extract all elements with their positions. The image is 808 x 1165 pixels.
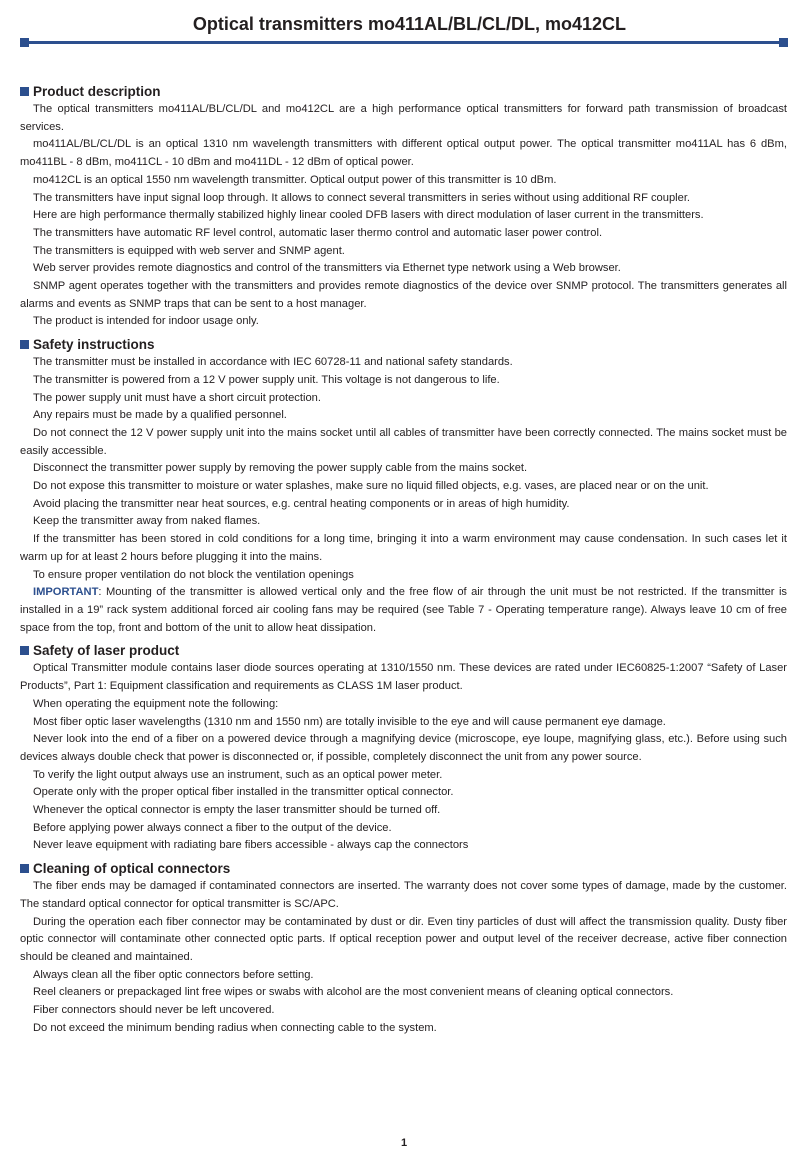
section-heading: Safety instructions: [20, 335, 787, 353]
paragraph: SNMP agent operates together with the transmitters and provides remote diagnostics of the device over SNMP protocol. The transmitters generates all alarms and events as SNMP traps that can be sent to a host manager.: [20, 280, 787, 310]
paragraph: The transmitter must be installed in accordance with IEC 60728-11 and national safety standards.: [33, 356, 513, 369]
header-rule-right-square: [779, 38, 788, 47]
paragraph: When operating the equipment note the following:: [33, 697, 279, 710]
bullet-square-icon: [20, 340, 29, 349]
section-product-description: [20, 82, 787, 331]
paragraph: To ensure proper ventilation do not block the ventilation openings: [33, 568, 354, 581]
paragraph: Reel cleaners or prepackaged lint free wipes or swabs with alcohol are the most convenient means of cleaning optical connectors.: [33, 986, 674, 999]
paragraph: The transmitters is equipped with web server and SNMP agent.: [33, 244, 345, 257]
paragraph: The fiber ends may be damaged if contaminated connectors are inserted. The warranty does not cover some types of damage, made by the customer. The standard optical connector for optical transmitter is SC/APC.: [20, 880, 787, 910]
paragraph: Do not connect the 12 V power supply unit into the mains socket until all cables of transmitter have been correctly connected. The mains socket must be easily accessible.: [20, 426, 787, 457]
important-note: [20, 584, 787, 637]
page-number: 1: [400, 1137, 408, 1149]
paragraph: If the transmitter has been stored in cold conditions for a long time, bringing it into a warm environment may cause condensation. In such cases let it warm up for at least 2 hours before plugging it into the mains.: [20, 533, 787, 563]
header-rule: [20, 41, 788, 44]
section-heading: Product description: [20, 82, 787, 100]
paragraph: Disconnect the transmitter power supply by removing the power supply cable from the mains socket.: [33, 462, 528, 475]
important-label: IMPORTANT: [33, 586, 99, 599]
paragraph: Operate only with the proper optical fiber installed in the transmitter optical connector.: [33, 786, 454, 799]
paragraph: Always clean all the fiber optic connectors before setting.: [33, 968, 314, 981]
important-text: : Mounting of the transmitter is allowed vertical only and the free flow of air through the unit must be not restricted. If the transmitter is installed in a 19” rack system additional forced air cooling fans may be required (see Table 7 - Operating temperature range). Always leave 10 cm of free space from the top, front and bottom of the unit to allow heat dissipation.: [20, 586, 787, 634]
paragraph: To verify the light output always use an instrument, such as an optical power meter.: [33, 768, 443, 781]
paragraph: The power supply unit must have a short circuit protection.: [33, 391, 321, 404]
paragraph: Never look into the end of a fiber on a powered device through a magnifying device (microscope, eye loupe, magnifying glass, etc.). Before using such devices always double check that power is disconnected or, if possible, completely disconnect the unit from any power source.: [20, 733, 787, 763]
section-laser-safety: [20, 641, 787, 855]
bullet-square-icon: [20, 87, 29, 96]
paragraph: Optical Transmitter module contains laser diode sources operating at 1310/1550 nm. These devices are rated under IEC60825-1:2007 “Safety of Laser Products”, Part 1: Equipment classification and requirements as CLASS 1M laser product.: [20, 662, 787, 693]
paragraph: The transmitters have automatic RF level control, automatic laser thermo control and automatic laser power control.: [33, 226, 603, 239]
section-cleaning-connectors: [20, 859, 787, 1037]
page-title: Optical transmitters mo411AL/BL/CL/DL, mo412CL: [192, 14, 626, 34]
paragraph: The product is intended for indoor usage only.: [33, 315, 259, 328]
paragraph: Keep the transmitter away from naked flames.: [33, 515, 261, 528]
paragraph: Do not expose this transmitter to moisture or water splashes, make sure no liquid filled objects, e.g. vases, are placed near or on the unit.: [33, 480, 709, 493]
header-rule-left-square: [20, 38, 29, 47]
paragraph: mo412CL is an optical 1550 nm wavelength transmitter. Optical output power of this transmitter is 10 dBm.: [33, 173, 557, 186]
paragraph: Here are high performance thermally stabilized highly linear cooled DFB lasers with direct modulation of laser current in the transmitters.: [33, 209, 704, 222]
paragraph: Any repairs must be made by a qualified personnel.: [33, 409, 287, 422]
paragraph: Most fiber optic laser wavelengths (1310 nm and 1550 nm) are totally invisible to the eye and will cause permanent eye damage.: [33, 715, 666, 728]
section-heading: Safety of laser product: [20, 641, 787, 659]
document-body: [20, 82, 787, 1037]
paragraph: mo411AL/BL/CL/DL is an optical 1310 nm wavelength transmitters with different optical output power. The optical transmitter mo411AL has 6 dBm, mo411BL - 8 dBm, mo411CL - 10 dBm and mo411DL - 12 dBm of optical power.: [20, 138, 787, 169]
bullet-square-icon: [20, 864, 29, 873]
section-safety-instructions: [20, 335, 787, 637]
paragraph: Do not exceed the minimum bending radius when connecting cable to the system.: [33, 1021, 437, 1034]
paragraph: Before applying power always connect a fiber to the output of the device.: [33, 821, 392, 834]
paragraph: Fiber connectors should never be left uncovered.: [33, 1004, 275, 1017]
paragraph: During the operation each fiber connector may be contaminated by dust or dir. Even tiny particles of dust will affect the transmission quality. Dusty fiber optic connector will contaminate other connected optic parts. If optical reception power and output level of the receiver decrease, active fiber connection should be cleaned and maintained.: [20, 915, 787, 963]
paragraph: The transmitters have input signal loop through. It allows to connect several transmitters in series without using additional RF coupler.: [33, 191, 691, 204]
paragraph: Whenever the optical connector is empty the laser transmitter should be turned off.: [33, 804, 441, 817]
bullet-square-icon: [20, 646, 29, 655]
paragraph: The transmitter is powered from a 12 V power supply unit. This voltage is not dangerous to life.: [33, 373, 500, 386]
paragraph: Web server provides remote diagnostics and control of the transmitters via Ethernet type network using a Web browser.: [33, 262, 621, 275]
paragraph: Avoid placing the transmitter near heat sources, e.g. central heating components or in areas of high humidity.: [33, 497, 570, 510]
paragraph: The optical transmitters mo411AL/BL/CL/DL and mo412CL are a high performance optical transmitters for forward path transmission of broadcast services.: [20, 103, 787, 133]
section-heading: Cleaning of optical connectors: [20, 859, 787, 877]
paragraph: Never leave equipment with radiating bare fibers accessible - always cap the connectors: [33, 839, 469, 852]
